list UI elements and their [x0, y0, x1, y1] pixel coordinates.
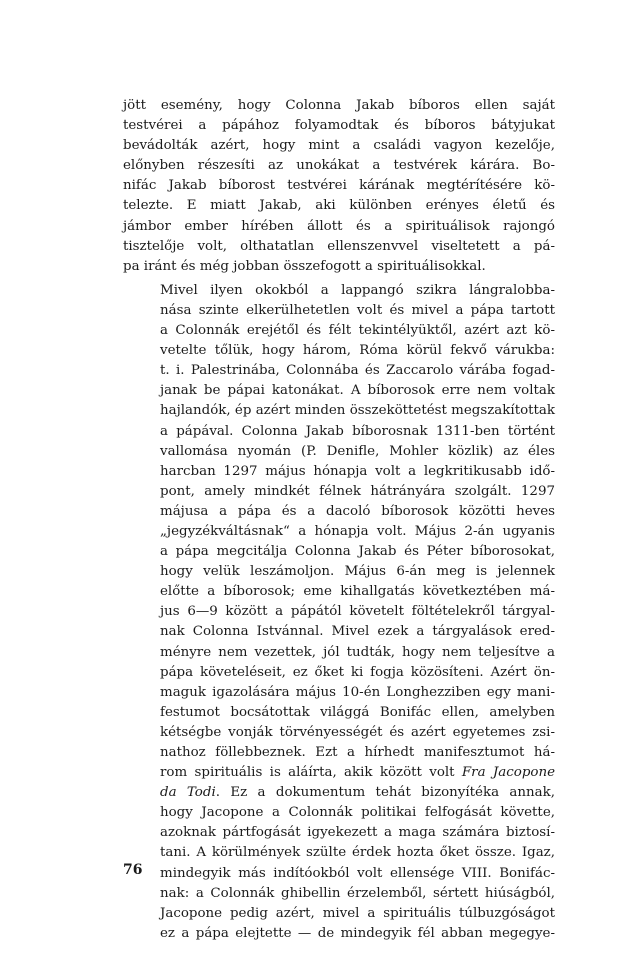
- text-line: vetelte tőlük, hogy három, Róma körül fekvő várukba:: [160, 343, 555, 359]
- text-line: tisztelője volt, olthatatlan ellenszenvvel viseltetett a pá-: [123, 238, 555, 254]
- text-line: Jacopone pedig azért, mivel a spirituális túlbuzgóságot: [160, 905, 555, 921]
- text-line: pa iránt és még jobban összefogott a spirituálisokkal.: [123, 258, 486, 274]
- text-line: hogy Jacopone a Colonnák politikai felfogását követte,: [160, 805, 555, 821]
- text-line: rom spirituális is aláírta, akik között volt Fra Jacopone: [160, 765, 555, 781]
- text-line: jus 6—9 között a pápától követelt föltételekről tárgyal-: [160, 604, 555, 620]
- text-line: nak: a Colonnák ghibellin érzelemből, sértett hiúságból,: [160, 885, 555, 901]
- text-line: janak be pápai katonákat. A bíborosok erre nem voltak: [160, 383, 555, 399]
- text-line: nathoz föllebbeznek. Ezt a hírhedt manifesztumot há-: [160, 745, 555, 760]
- text-line: ményre nem vezettek, jól tudták, hogy nem teljesítve a: [160, 644, 555, 660]
- text-line: t. i. Palestrinába, Colonnába és Zaccarolo várába fogad-: [160, 363, 555, 379]
- text-line: „jegyzékváltásnak“ a hónapja volt. Május 2-án ugyanis: [160, 523, 555, 539]
- text-line: kétségbe vonják törvényességét és azért egyetemes zsi-: [160, 724, 555, 740]
- text-line: vallomása nyomán (P. Denifle, Mohler közlik) az éles: [160, 443, 555, 459]
- paragraph: [123, 96, 555, 277]
- body-text: [123, 96, 555, 944]
- text-line: hogy velük leszámoljon. Május 6-án meg is jelennek: [160, 564, 555, 580]
- text-line: festumot bocsátottak világgá Bonifác ellen, amelyben: [160, 704, 555, 720]
- text-line: a pápával. Colonna Jakab bíborosnak 1311-ben történt: [160, 423, 555, 439]
- text-line: előnyben részesíti az unokákat a testvérek kárára. Bo-: [123, 158, 555, 174]
- text-line: a Colonnák erejétől és félt tekintélyüktől, azért azt kö-: [160, 323, 555, 339]
- text-line: jámbor ember hírében állott és a spirituálisok rajongó: [123, 218, 555, 234]
- text-line: májusa a pápa és a dacoló bíborosok közötti heves: [160, 503, 555, 519]
- text-line: Mivel ilyen okokból a lappangó szikra lángralobba-: [160, 282, 555, 298]
- text-line: telezte. E miatt Jakab, aki különben erényes életű és: [123, 198, 555, 214]
- text-line: ez a pápa elejtette — de mindegyik fél abban megegye-: [160, 925, 555, 941]
- text-line: nifác Jakab bíborost testvérei kárának megtérítésére kö-: [123, 178, 555, 194]
- text-line: tani. A körülmények szülte érdek hozta őket össze. Igaz,: [160, 845, 555, 861]
- text-line: da Todi. Ez a dokumentum tehát bizonyítéka annak,: [160, 785, 556, 801]
- text-line: előtte a bíborosok; eme kihallgatás következtében má-: [160, 584, 555, 600]
- page-number: 76: [123, 862, 143, 878]
- text-line: bevádolták azért, hogy mint a családi vagyon kezelője,: [123, 138, 555, 154]
- text-line: pápa követeléseit, ez őket ki fogja közösíteni. Azért ön-: [160, 664, 555, 680]
- text-line: a pápa megcitálja Colonna Jakab és Péter bíborosokat,: [160, 544, 555, 560]
- text-line: jött esemény, hogy Colonna Jakab bíboros ellen saját: [123, 98, 555, 113]
- text-line: nak Colonna Istvánnal. Mivel ezek a tárgyalások ered-: [160, 624, 555, 640]
- text-line: maguk igazolására május 10-én Longhezziben egy mani-: [160, 684, 555, 700]
- text-line: harcban 1297 május hónapja volt a legkritikusabb idő-: [160, 463, 555, 479]
- text-line: testvérei a pápához folyamodtak és bíboros bátyjukat: [123, 118, 555, 134]
- text-line: azoknak pártfogását igyekezett a maga számára biztosí-: [160, 825, 555, 841]
- paragraph: [123, 281, 555, 944]
- text-line: pont, amely mindkét félnek hátrányára szolgált. 1297: [160, 483, 555, 499]
- text-line: nása szinte elkerülhetetlen volt és mivel a pápa tartott: [160, 302, 555, 318]
- text-line: mindegyik más indítóokból volt ellensége VIII. Bonifác-: [160, 865, 555, 881]
- text-line: hajlandók, ép azért minden összeköttetést megszakítottak: [160, 403, 555, 419]
